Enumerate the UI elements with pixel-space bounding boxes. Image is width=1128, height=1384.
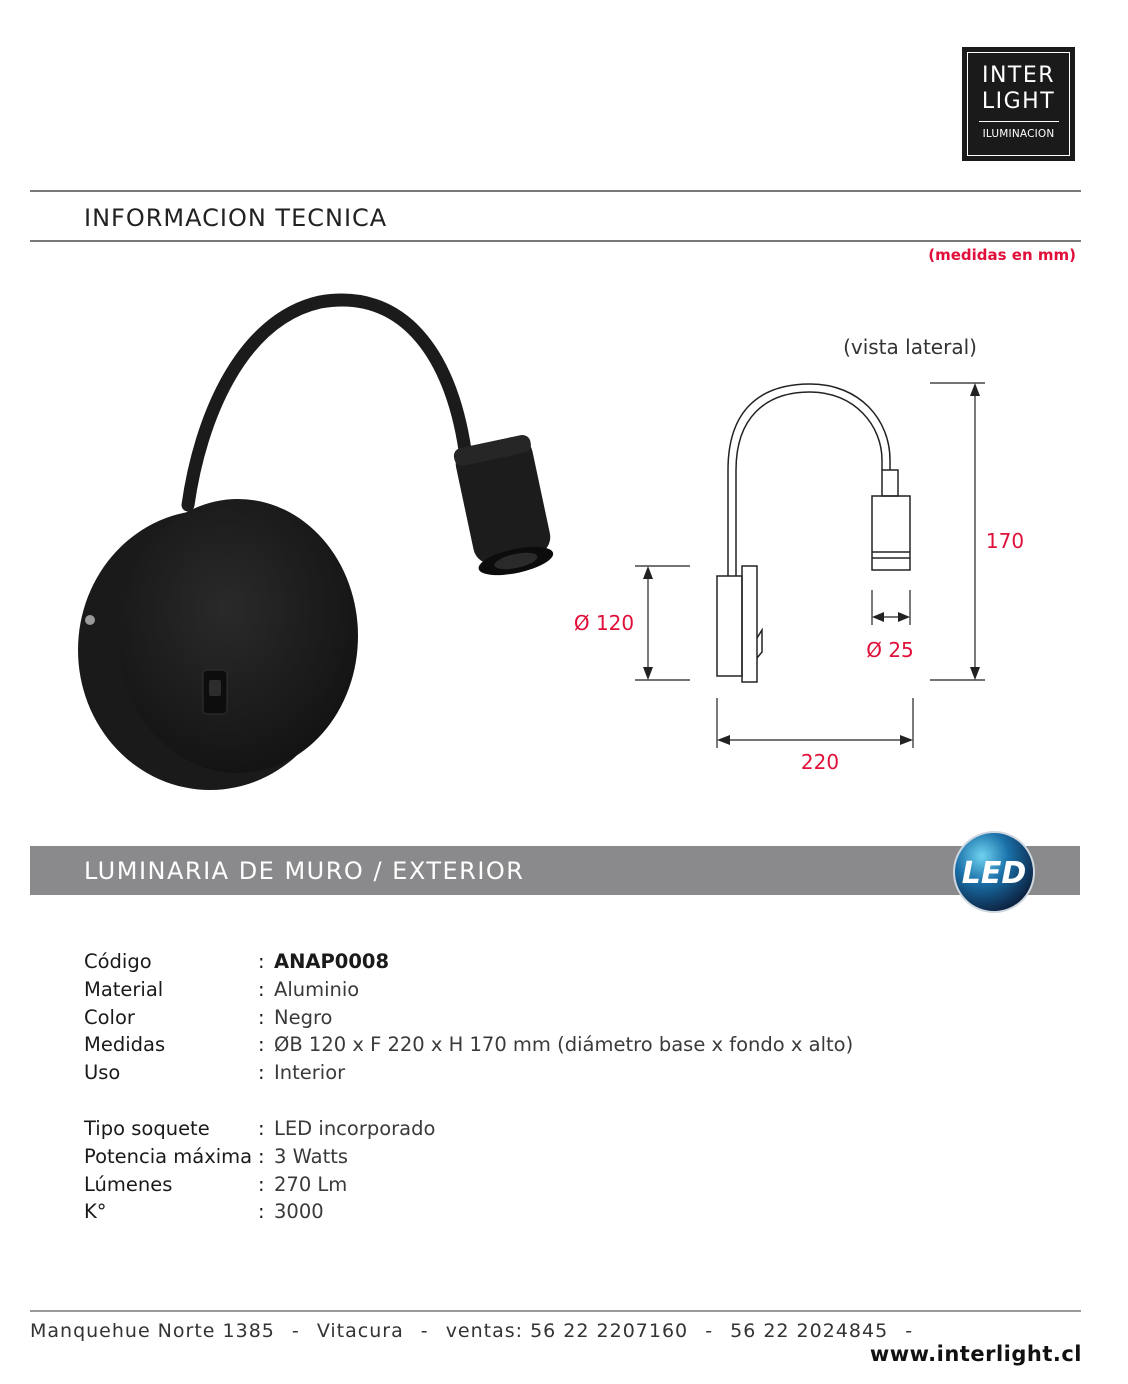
spec-row-material xyxy=(84,978,984,1006)
screw-icon xyxy=(85,615,95,625)
spec-label: Potencia máxima xyxy=(84,1144,253,1168)
spec-list xyxy=(84,950,984,1228)
brand-logo xyxy=(962,47,1075,161)
switch-rocker xyxy=(209,680,221,696)
spec-value: Aluminio xyxy=(274,977,360,1001)
spec-value: 3000 xyxy=(274,1200,324,1224)
dim-head-label: Ø 25 xyxy=(866,638,914,662)
footer-address: Manquehue Norte 1385 xyxy=(30,1320,275,1342)
footer-separator: - xyxy=(905,1320,914,1342)
spec-colon: : xyxy=(258,1005,265,1029)
spec-row-codigo xyxy=(84,950,984,978)
spec-label: Uso xyxy=(84,1061,121,1085)
spec-colon: : xyxy=(258,1172,265,1196)
footer xyxy=(30,1320,1082,1366)
view-label: (vista lateral) xyxy=(843,335,977,359)
dimension-arrows xyxy=(643,383,980,745)
units-note: (medidas en mm) xyxy=(928,246,1076,264)
spec-label: Color xyxy=(84,1005,135,1029)
spec-colon: : xyxy=(258,977,265,1001)
spec-colon: : xyxy=(258,1033,265,1057)
spec-colon: : xyxy=(258,1061,265,1085)
spec-value: Interior xyxy=(274,1061,346,1085)
spec-label: Material xyxy=(84,977,164,1001)
plate-front xyxy=(118,499,358,773)
footer-separator: - xyxy=(705,1320,714,1342)
spec-label: Tipo soquete xyxy=(84,1116,210,1140)
website-link[interactable]: www.interlight.cl xyxy=(869,1342,1082,1366)
footer-rule xyxy=(30,1310,1081,1312)
spec-gap xyxy=(84,1089,984,1117)
header-bottom-rule xyxy=(30,240,1081,242)
technical-drawing xyxy=(560,320,1080,800)
spec-row-kelvin xyxy=(84,1200,984,1228)
footer-phones: ventas: 56 22 2207160 xyxy=(445,1320,689,1342)
spec-value: Negro xyxy=(274,1005,333,1029)
spec-colon: : xyxy=(258,1116,265,1140)
spec-label: Medidas xyxy=(84,1033,166,1057)
footer-separator: - xyxy=(291,1320,300,1342)
spec-row-soquete xyxy=(84,1117,984,1145)
dim-depth-label: 220 xyxy=(800,750,840,774)
spec-value: LED incorporado xyxy=(274,1116,436,1140)
spec-value: ØB 120 x F 220 x H 170 mm (diámetro base x fondo x alto) xyxy=(274,1033,854,1057)
logo-line1: INTER xyxy=(981,63,1056,88)
spec-value: 270 Lm xyxy=(274,1172,348,1196)
footer-phone2: 56 22 2024845 xyxy=(730,1320,889,1342)
product-photo xyxy=(70,290,560,790)
spec-colon: : xyxy=(258,950,265,973)
footer-city: Vitacura xyxy=(316,1320,404,1342)
dimension-lines xyxy=(635,383,985,748)
spec-value: 3 Watts xyxy=(274,1144,349,1168)
led-badge-icon xyxy=(950,830,1038,914)
logo-line2: LIGHT xyxy=(981,89,1056,114)
spec-row-medidas xyxy=(84,1033,984,1061)
spec-row-uso xyxy=(84,1061,984,1089)
logo-divider xyxy=(979,121,1059,122)
spec-colon: : xyxy=(258,1144,265,1168)
spec-row-color xyxy=(84,1006,984,1034)
footer-separator: - xyxy=(420,1320,429,1342)
spec-label: Lúmenes xyxy=(84,1172,173,1196)
spec-row-lumenes xyxy=(84,1173,984,1201)
spec-label: Código xyxy=(84,950,152,973)
led-badge-text: LED xyxy=(961,856,1027,891)
spec-value: ANAP0008 xyxy=(274,950,390,973)
lamp-head xyxy=(452,434,556,581)
header-top-rule xyxy=(30,190,1081,192)
flex-arm xyxy=(188,300,465,505)
spec-row-potencia xyxy=(84,1145,984,1173)
logo-subtitle: ILUMINACION xyxy=(982,128,1055,140)
spec-colon: : xyxy=(258,1200,265,1224)
spec-label: K° xyxy=(84,1200,107,1224)
section-title: INFORMACION TECNICA xyxy=(84,204,388,232)
category-title: LUMINARIA DE MURO / EXTERIOR xyxy=(84,857,525,885)
dim-base-label: Ø 120 xyxy=(573,611,635,635)
dim-height-label: 170 xyxy=(985,529,1025,553)
